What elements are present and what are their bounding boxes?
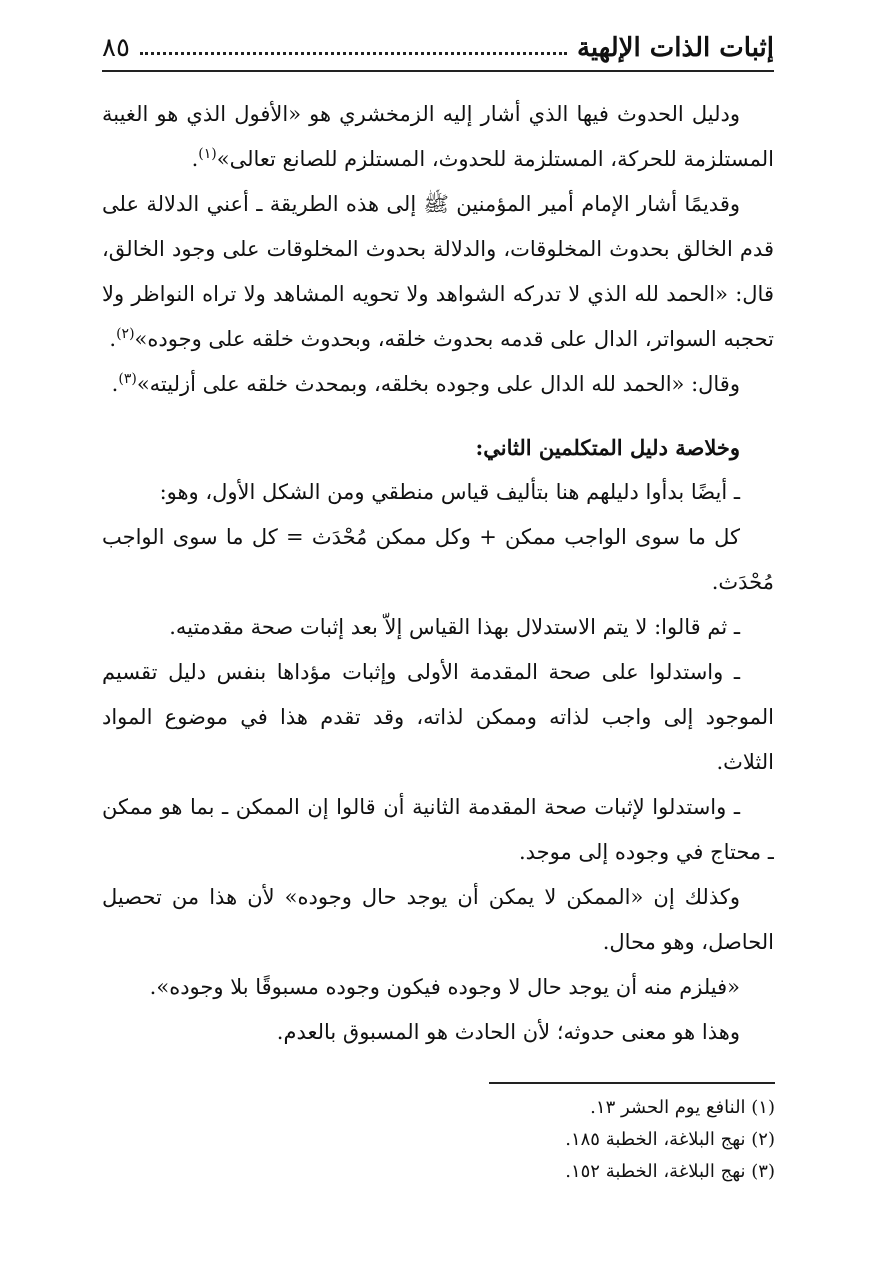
paragraph: وهذا هو معنى حدوثه؛ لأن الحادث هو المسبوق بالعدم. bbox=[276, 1020, 740, 1044]
paragraph: ـ أيضًا بدأوا دليلهم هنا بتأليف قياس منطقي ومن الشكل الأول، وهو: bbox=[159, 480, 740, 504]
paragraph-text: وقال: «الحمد لله الدال على وجوده بخلقه، وبمحدث خلقه على أزليته» bbox=[136, 372, 740, 396]
footnote: (٣) نهج البلاغة، الخطبة ١٥٢. bbox=[565, 1161, 775, 1182]
main-text bbox=[102, 92, 774, 1060]
paragraph: ـ واستدلوا لإثبات صحة المقدمة الثانية أن قالوا إن الممكن ـ بما هو ممكن ـ محتاج في وجوده إلى موجد. bbox=[102, 795, 774, 864]
syllogism: كل ما سوى الواجب ممكن + وكل ممكن مُحْدَث = كل ما سوى الواجب مُحْدَث. bbox=[102, 525, 774, 594]
paragraph-text: ودليل الحدوث فيها الذي أشار إليه الزمخشري هو «الأفول الذي هو الغيبة المستلزمة للحركة، المستلزمة للحدوث، المستلزم للصانع تعالى» bbox=[102, 102, 774, 171]
footnote-marker: (١) bbox=[198, 146, 217, 162]
footnote-separator bbox=[489, 1082, 775, 1084]
paragraph-end: . bbox=[111, 372, 119, 396]
paragraph-end: . bbox=[109, 327, 117, 351]
header-rule bbox=[102, 70, 774, 72]
paragraph bbox=[102, 182, 774, 362]
paragraph bbox=[102, 362, 774, 407]
paragraph-text: وقديمًا أشار الإمام أمير المؤمنين ﷺ إلى هذه الطريقة ـ أعني الدلالة على قدم الخالق بحدوث المخلوقات، والدلالة بحدوث المخلوقات على وجود الخالق، قال: «الحمد لله الذي لا تدركه الشواهد ولا تحويه المشاهد ولا تراه النواظر ولا تحجبه السواتر، الدال على قدمه بحدوث خلقه، وبحدوث خلقه على وجوده» bbox=[102, 192, 774, 351]
section-heading: وخلاصة دليل المتكلمين الثاني: bbox=[475, 435, 740, 460]
page-number: ٨٥ bbox=[102, 33, 130, 63]
footnote-marker: (٢) bbox=[116, 326, 135, 342]
paragraph: ـ واستدلوا على صحة المقدمة الأولى وإثبات مؤداها بنفس دليل تقسيم الموجود إلى واجب لذاته وممكن لذاته، وقد تقدم هذا في موضوع المواد الثلاث. bbox=[102, 660, 774, 774]
running-header bbox=[102, 28, 774, 68]
footnotes bbox=[103, 1092, 775, 1188]
paragraph bbox=[102, 92, 774, 182]
header-dot-leader bbox=[140, 42, 567, 55]
paragraph: ـ ثم قالوا: لا يتم الاستدلال بهذا القياس إلاّ بعد إثبات صحة مقدمتيه. bbox=[169, 615, 740, 639]
quote-paragraph: «فيلزم منه أن يوجد حال لا وجوده فيكون وجوده مسبوقًا بلا وجوده». bbox=[149, 975, 740, 999]
paragraph-end: . bbox=[191, 147, 199, 171]
footnote: (١) النافع يوم الحشر ١٣. bbox=[590, 1097, 775, 1118]
footnote-marker: (٣) bbox=[118, 371, 137, 387]
footnote: (٢) نهج البلاغة، الخطبة ١٨٥. bbox=[565, 1129, 775, 1150]
running-title: إثبات الذات الإلهية bbox=[576, 33, 774, 63]
paragraph: وكذلك إن «الممكن لا يمكن أن يوجد حال وجوده» لأن هذا من تحصيل الحاصل، وهو محال. bbox=[102, 885, 774, 954]
